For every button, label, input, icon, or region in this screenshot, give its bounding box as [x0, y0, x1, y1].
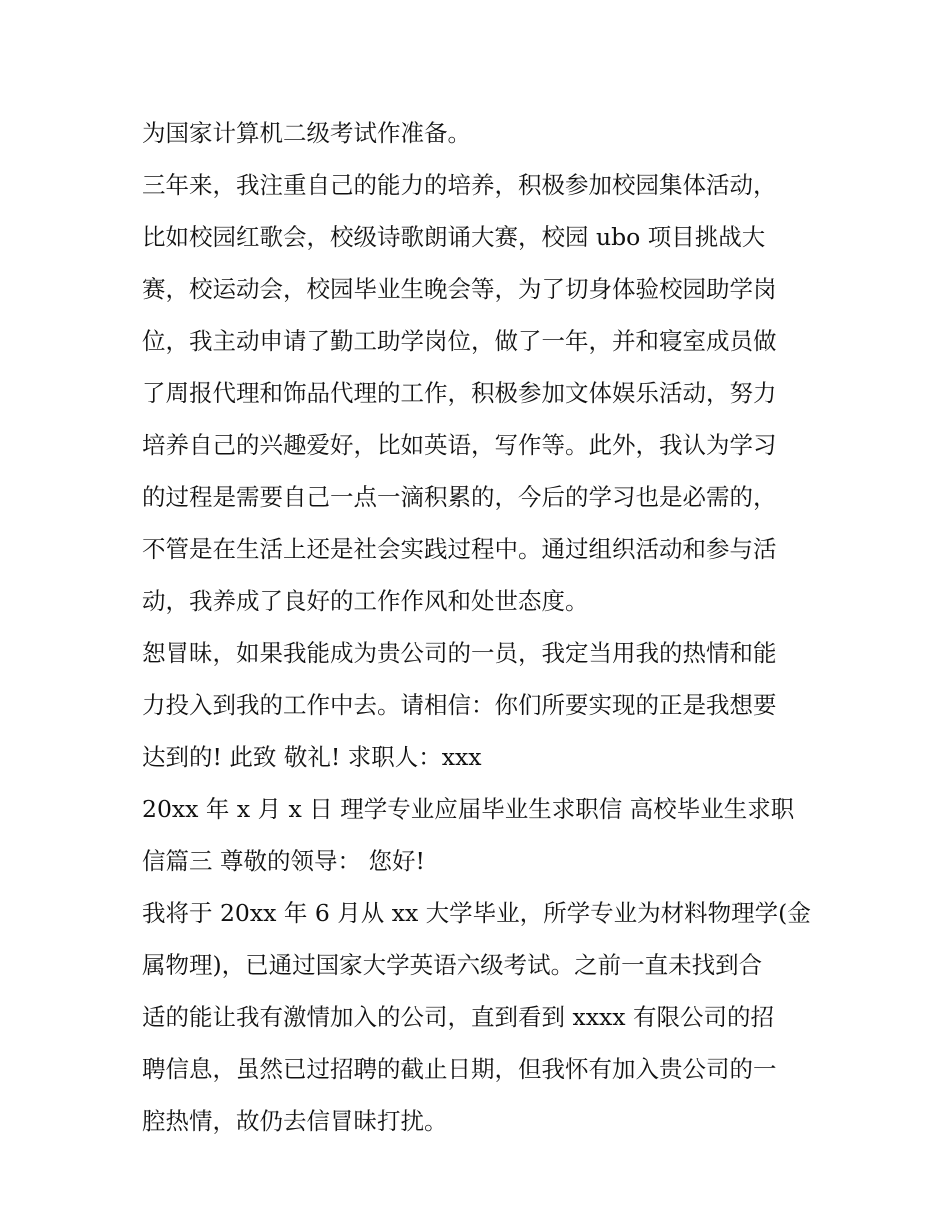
text-line: 动，我养成了良好的工作作风和处世态度。 [142, 587, 589, 615]
text-line: 不管是在生活上还是社会实践过程中。通过组织活动和参与活 [142, 535, 777, 563]
text-line: 培养自己的兴趣爱好，比如英语，写作等。此外，我认为学习 [142, 431, 777, 459]
text-line: 我将于 20xx 年 6 月从 xx 大学毕业，所学专业为材料物理学(金 [142, 899, 811, 927]
text-line: 了周报代理和饰品代理的工作，积极参加文体娱乐活动，努力 [142, 379, 777, 407]
text-line: 恕冒昧，如果我能成为贵公司的一员，我定当用我的热情和能 [142, 639, 777, 667]
text-line: 20xx 年 x 月 x 日 理学专业应届毕业生求职信 高校毕业生求职 [142, 795, 795, 823]
text-line: 的过程是需要自己一点一滴积累的，今后的学习也是必需的， [142, 483, 777, 511]
text-line: 三年来，我注重自己的能力的培养，积极参加校园集体活动， [142, 171, 777, 199]
text-line: 位，我主动申请了勤工助学岗位，做了一年，并和寝室成员做 [142, 327, 777, 355]
text-line: 信篇三 尊敬的领导： 您好! [142, 847, 425, 875]
text-line: 赛，校运动会，校园毕业生晚会等，为了切身体验校园助学岗 [142, 275, 777, 303]
text-line: 适的能让我有激情加入的公司，直到看到 xxxx 有限公司的招 [142, 1003, 774, 1031]
document-body [142, 107, 822, 1147]
text-line: 属物理)，已通过国家大学英语六级考试。之前一直未找到合 [142, 951, 763, 979]
text-line: 为国家计算机二级考试作准备。 [142, 119, 471, 147]
text-line: 腔热情，故仍去信冒昧打扰。 [142, 1107, 448, 1135]
text-line: 比如校园红歌会，校级诗歌朗诵大赛，校园 ubo 项目挑战大 [142, 223, 766, 251]
text-line: 达到的! 此致 敬礼! 求职人：xxx [142, 743, 482, 771]
text-line: 聘信息，虽然已过招聘的截止日期，但我怀有加入贵公司的一 [142, 1055, 777, 1083]
text-line: 力投入到我的工作中去。请相信：你们所要实现的正是我想要 [142, 691, 777, 719]
